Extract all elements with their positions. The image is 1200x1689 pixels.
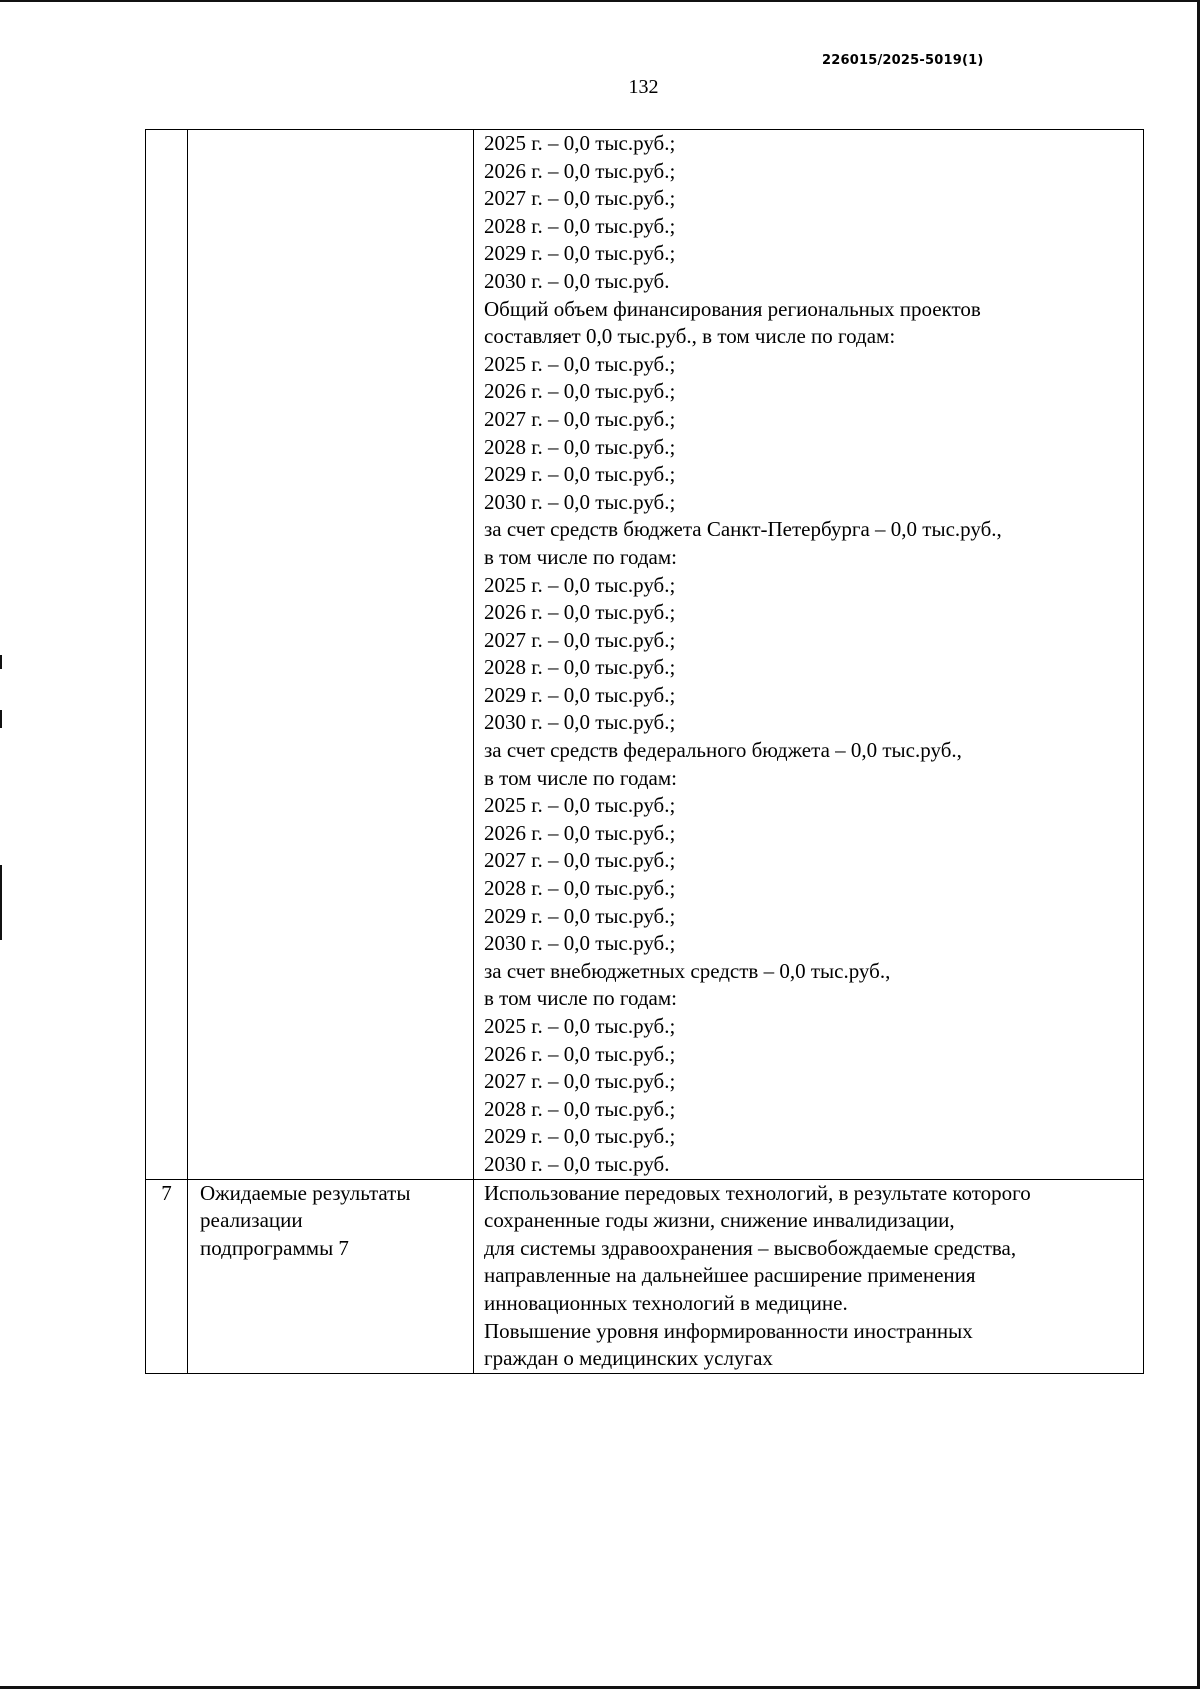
text-line: 2025 г. – 0,0 тыс.руб.; xyxy=(484,351,676,376)
text-line: 2026 г. – 0,0 тыс.руб.; xyxy=(484,1041,676,1066)
text-line: 2027 г. – 0,0 тыс.руб.; xyxy=(484,1069,676,1094)
text-line: за счет средств федерального бюджета – 0,0 тыс.руб., xyxy=(484,738,962,763)
row-label-cell xyxy=(188,1179,474,1373)
table-row-7 xyxy=(146,1179,1144,1373)
text-line: граждан о медицинских услугах xyxy=(484,1346,773,1371)
text-line: направленные на дальнейшее расширение применения xyxy=(484,1263,976,1288)
text-line: для системы здравоохранения – высвобождаемые средства, xyxy=(484,1235,1017,1260)
text-line: 2025 г. – 0,0 тыс.руб.; xyxy=(484,1014,676,1038)
scan-edge-mark xyxy=(0,710,2,728)
text-line: 2029 г. – 0,0 тыс.руб.; xyxy=(484,682,676,707)
text-line: 2028 г. – 0,0 тыс.руб.; xyxy=(484,1096,676,1121)
scan-edge-mark xyxy=(0,655,2,669)
text-line: 2027 г. – 0,0 тыс.руб.; xyxy=(484,406,676,431)
text-line: 2027 г. – 0,0 тыс.руб.; xyxy=(484,186,676,211)
passport-table xyxy=(145,129,1144,1374)
text-line: 2025 г. – 0,0 тыс.руб.; xyxy=(484,572,676,597)
label-line: Ожидаемые результаты xyxy=(200,1180,411,1205)
text-line: 2026 г. – 0,0 тыс.руб.; xyxy=(484,600,676,625)
page-number: 132 xyxy=(628,76,659,98)
text-line: 2026 г. – 0,0 тыс.руб.; xyxy=(484,820,676,845)
text-line: 2026 г. – 0,0 тыс.руб.; xyxy=(484,379,676,404)
text-line: за счет внебюджетных средств – 0,0 тыс.руб., xyxy=(484,958,891,983)
row-number-cell xyxy=(146,130,188,1180)
text-line: 2030 г. – 0,0 тыс.руб.; xyxy=(484,931,676,956)
text-line: 2029 г. – 0,0 тыс.руб.; xyxy=(484,1124,676,1149)
text-line: 2026 г. – 0,0 тыс.руб.; xyxy=(484,158,676,183)
text-line: 2029 г. – 0,0 тыс.руб.; xyxy=(484,903,676,928)
text-line: 2029 г. – 0,0 тыс.руб.; xyxy=(484,462,676,487)
text-line: составляет 0,0 тыс.руб., в том числе по годам: xyxy=(484,324,896,349)
text-line: за счет средств бюджета Санкт-Петербурга – 0,0 тыс.руб., xyxy=(484,517,1002,542)
table-row-continued xyxy=(146,130,1144,1180)
text-line: Общий объем финансирования региональных проектов xyxy=(484,296,981,321)
text-line: в том числе по годам: xyxy=(484,544,677,569)
text-line: 2028 г. – 0,0 тыс.руб.; xyxy=(484,655,676,680)
text-line: Использование передовых технологий, в результате которого xyxy=(484,1180,1031,1205)
label-line: реализации xyxy=(200,1208,303,1233)
text-line: 2028 г. – 0,0 тыс.руб.; xyxy=(484,434,676,459)
text-line: инновационных технологий в медицине. xyxy=(484,1290,848,1315)
text-line: сохраненные годы жизни, снижение инвалидизации, xyxy=(484,1208,955,1233)
document-id: 226015/2025-5019(1) xyxy=(822,53,984,68)
text-line: в том числе по годам: xyxy=(484,986,677,1011)
row-label-cell xyxy=(188,130,474,1180)
text-line: 2027 г. – 0,0 тыс.руб.; xyxy=(484,627,676,652)
scan-edge-mark xyxy=(0,865,2,940)
text-line: 2028 г. – 0,0 тыс.руб.; xyxy=(484,876,676,901)
text-line: Повышение уровня информированности иностранных xyxy=(484,1318,973,1343)
text-line: 2025 г. – 0,0 тыс.руб.; xyxy=(484,131,676,155)
text-line: 2028 г. – 0,0 тыс.руб.; xyxy=(484,213,676,238)
label-line: подпрограммы 7 xyxy=(200,1235,349,1260)
text-line: в том числе по годам: xyxy=(484,765,677,790)
text-line: 2029 г. – 0,0 тыс.руб.; xyxy=(484,241,676,266)
text-line: 2030 г. – 0,0 тыс.руб. xyxy=(484,268,670,293)
text-line: 2030 г. – 0,0 тыс.руб.; xyxy=(484,710,676,735)
text-line: 2030 г. – 0,0 тыс.руб.; xyxy=(484,489,676,514)
text-line: 2027 г. – 0,0 тыс.руб.; xyxy=(484,848,676,873)
text-line: 2025 г. – 0,0 тыс.руб.; xyxy=(484,793,676,818)
expected-results-cell xyxy=(474,1179,1144,1373)
text-line: 2030 г. – 0,0 тыс.руб. xyxy=(484,1151,670,1176)
row-number-cell: 7 xyxy=(146,1179,188,1373)
financing-details-cell xyxy=(474,130,1144,1180)
